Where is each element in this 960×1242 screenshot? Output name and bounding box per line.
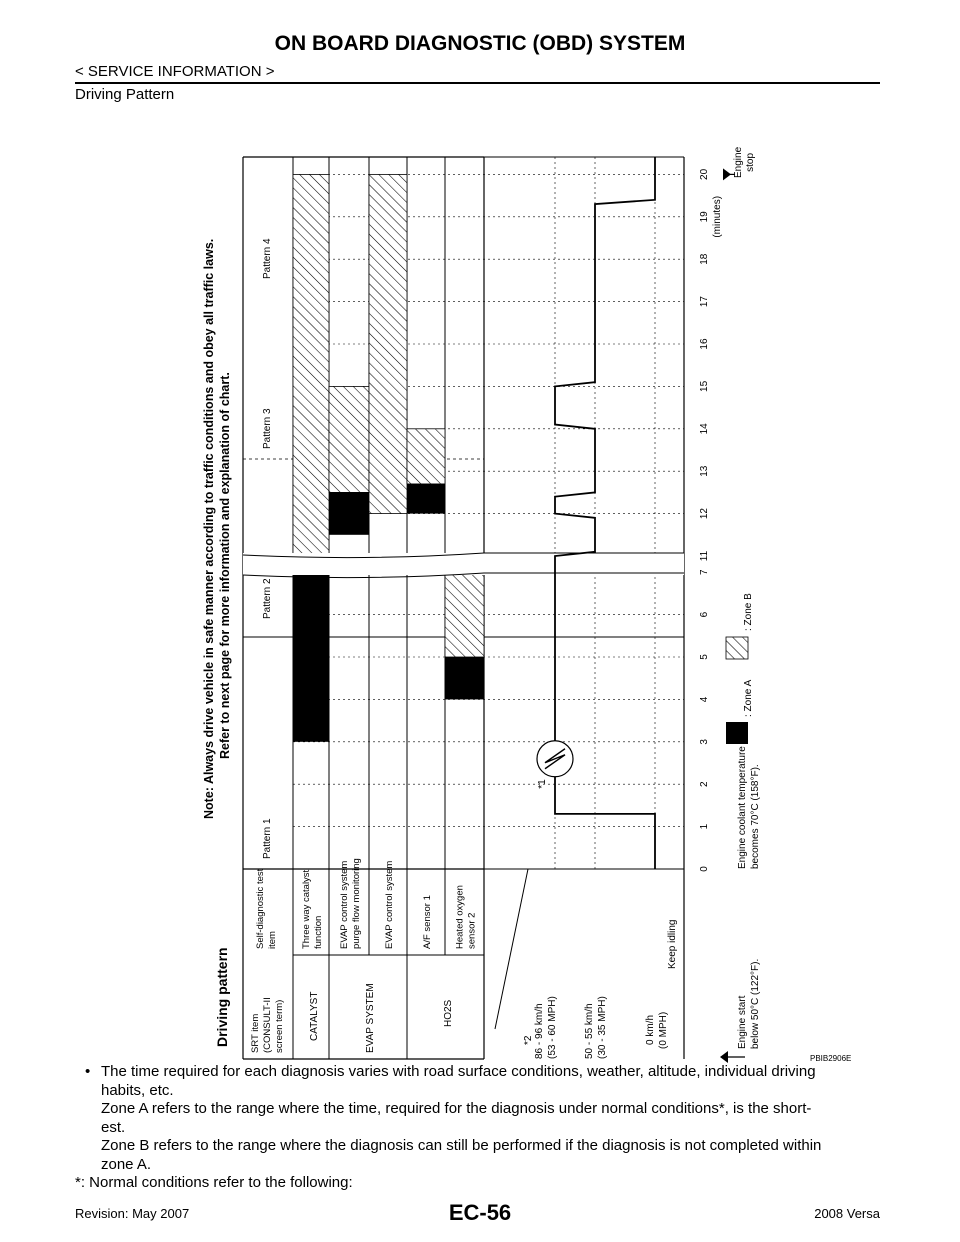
speed-label: (0 MPH): [658, 1011, 669, 1049]
zone-b-bar: [293, 174, 329, 556]
revision-date: Revision: May 2007: [75, 1206, 190, 1221]
note-line: Zone B refers to the range where the diagnosis can still be performed if the diagnosis is not completed within: [101, 1137, 822, 1154]
srt-header: SRT item: [250, 1013, 261, 1053]
pattern-label: Pattern 3: [262, 408, 273, 449]
notes: [75, 1063, 885, 1193]
minutes-label: (minutes): [712, 195, 723, 238]
time-tick-label: 4: [699, 696, 710, 703]
engine-stop-label: Engine: [733, 146, 744, 178]
srt-header: screen term): [274, 999, 285, 1053]
row-label: sensor 2: [466, 912, 478, 949]
note-line: • The time required for each diagnosis varies with road surface conditions, weather, altitude, individual driving: [101, 1063, 816, 1080]
time-tick-label: 2: [699, 781, 710, 787]
speed-label-star: *2: [523, 1035, 534, 1045]
engine-stop-label: stop: [745, 152, 756, 172]
time-tick-label: 16: [699, 338, 710, 350]
zone-b-bar: [369, 174, 407, 513]
zone-a-bar: [445, 657, 484, 699]
time-tick-label: 18: [699, 253, 710, 265]
group-label: HO2S: [443, 999, 454, 1027]
zone-a-bar: [407, 484, 445, 514]
group-label: EVAP SYSTEM: [365, 983, 376, 1053]
row-label: EVAP control system: [339, 860, 350, 949]
row-label: Three way catalyst: [301, 869, 312, 949]
row-label: EVAP control system: [384, 860, 395, 949]
keep-idling-label: Keep idling: [667, 919, 678, 969]
engine-start-arrow: [720, 1051, 728, 1063]
time-tick-label: 5: [699, 654, 710, 660]
zone-b-legend-swatch: [726, 637, 748, 659]
page-number: EC-56: [448, 1200, 512, 1225]
zone-a-legend-label: : Zone A: [743, 679, 754, 717]
driving-pattern-diagram: [75, 104, 852, 1063]
time-tick-label: 19: [699, 211, 710, 223]
time-tick-label: 11: [699, 550, 710, 562]
self-diag-header: item: [267, 931, 278, 949]
coolant-label: becomes 70°C (158°F).: [750, 764, 761, 869]
zone-a-bar: [329, 492, 369, 534]
note-line: habits, etc.: [101, 1081, 174, 1099]
chart-note-line-1: Note: Always drive vehicle in safe manner according to traffic conditions and obey all traffic laws.: [202, 238, 216, 819]
section-title: Driving Pattern: [75, 86, 175, 103]
pattern-label: Pattern 1: [262, 818, 273, 859]
srt-header: (CONSULT-II: [262, 997, 273, 1053]
time-tick-label: 15: [699, 380, 710, 392]
speed-label: (53 - 60 MPH): [547, 996, 558, 1059]
figure-id: PBIB2906E: [810, 1054, 852, 1063]
time-tick-label: 3: [699, 739, 710, 745]
header-rule: [75, 82, 880, 84]
speed-label: 0 km/h: [645, 1014, 656, 1045]
note-line: est.: [101, 1118, 126, 1136]
row-label: Heated oxygen: [454, 885, 466, 949]
row-label: function: [313, 915, 324, 949]
time-tick-label: 20: [699, 168, 710, 180]
normal-conditions-note: *: Normal conditions refer to the following:: [75, 1174, 353, 1191]
time-tick-label: 14: [699, 423, 710, 435]
chart-title: Driving pattern: [214, 947, 230, 1047]
time-tick-label: 7: [699, 569, 710, 575]
row-label: purge flow monitoring: [351, 858, 362, 949]
engine-start-label: Engine start: [737, 995, 748, 1049]
time-tick-label: 6: [699, 611, 710, 618]
time-tick-label: 1: [699, 823, 710, 830]
note-bullet: [75, 1063, 885, 1174]
speed-label-leader: [495, 869, 528, 1029]
star1-label: *1: [537, 779, 548, 789]
pattern-label: Pattern 2: [262, 578, 273, 619]
time-tick-label: 17: [699, 296, 710, 308]
zone-b-bar: [407, 429, 445, 484]
page-subtitle: < SERVICE INFORMATION >: [75, 63, 275, 80]
zone-a-legend-swatch: [726, 722, 748, 744]
note-line: zone A.: [101, 1155, 152, 1173]
zone-b-legend-label: : Zone B: [743, 593, 754, 631]
time-tick-label: 13: [699, 465, 710, 477]
pattern-label: Pattern 4: [262, 238, 273, 279]
note-line: Zone A refers to the range where the time, required for the diagnosis under normal conditions*, is the short-: [101, 1100, 812, 1117]
engine-start-label: below 50°C (122°F).: [750, 958, 761, 1049]
chart-note-line-2: Refer to next page for more information and explanation of chart.: [218, 372, 232, 759]
speed-label: (30 - 35 MPH): [597, 996, 608, 1059]
speed-label: 86 - 96 km/h: [534, 1003, 545, 1059]
page-title: ON BOARD DIAGNOSTIC (OBD) SYSTEM: [274, 32, 686, 55]
row-label: A/F sensor 1: [422, 895, 433, 949]
self-diag-header: Self-diagnostic test: [255, 868, 266, 949]
group-label: CATALYST: [309, 991, 320, 1041]
vehicle-model: 2008 Versa: [814, 1206, 880, 1221]
axis-break-gap: [243, 553, 684, 575]
speed-label: 50 - 55 km/h: [584, 1003, 595, 1059]
coolant-label: Engine coolant temperature: [737, 746, 748, 869]
time-tick-label: 12: [699, 508, 710, 520]
zone-a-bar: [293, 556, 329, 742]
time-tick-label: 0: [699, 866, 710, 872]
zone-b-bar: [329, 386, 369, 492]
